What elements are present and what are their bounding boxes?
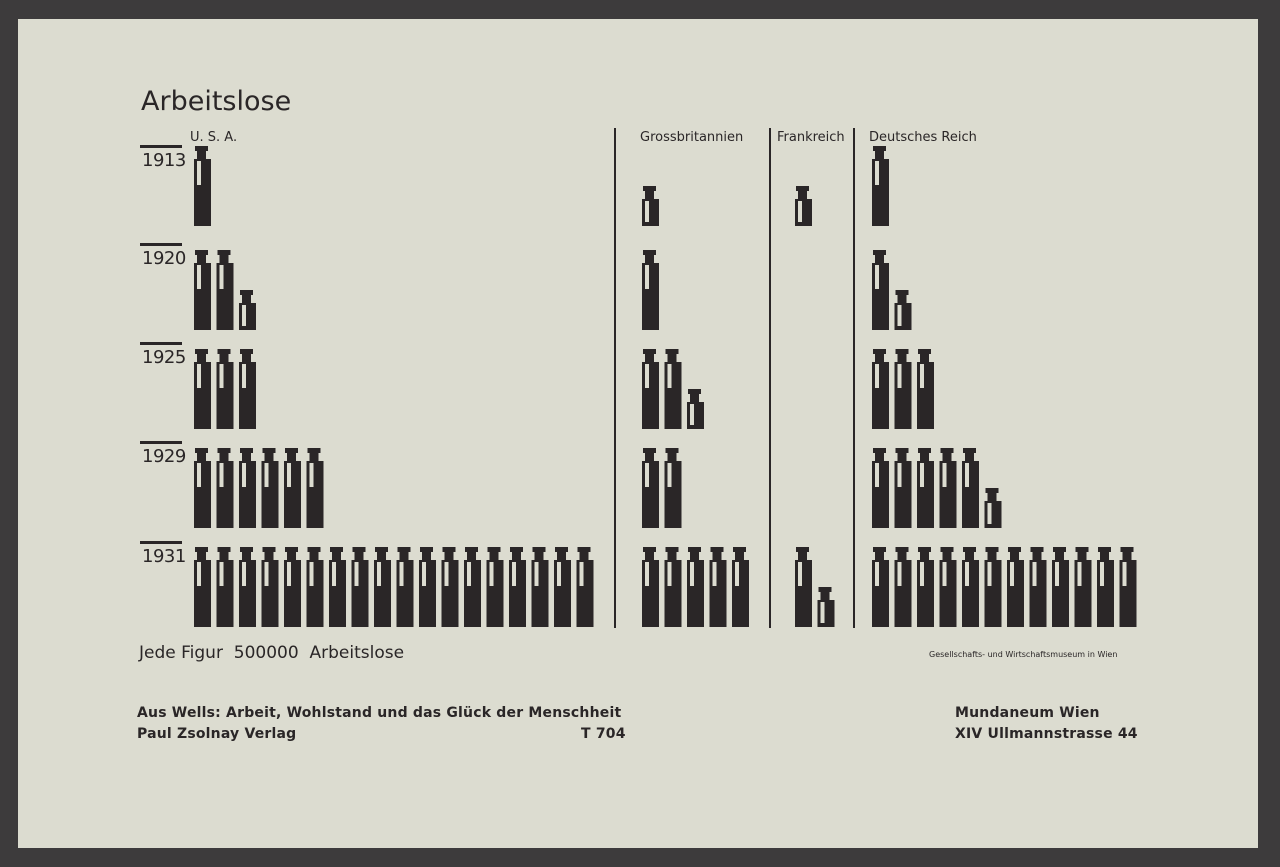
- figure-full: [194, 448, 211, 528]
- series-label-de: Deutsches Reich: [869, 130, 977, 145]
- figure-full: [917, 547, 934, 627]
- figure-full: [665, 547, 682, 627]
- figure-full: [194, 146, 211, 226]
- figure-full: [1097, 547, 1114, 627]
- figure-full: [307, 448, 324, 528]
- figure-half: [239, 290, 256, 330]
- figure-full: [917, 349, 934, 429]
- figure-full: [795, 547, 812, 627]
- legend-suffix: Arbeitslose: [309, 643, 405, 663]
- figure-full: [194, 547, 211, 627]
- organization: Mundaneum Wien: [955, 705, 1100, 721]
- figure-full: [642, 250, 659, 330]
- figure-full: [262, 448, 279, 528]
- figure-full: [239, 547, 256, 627]
- figure-full: [962, 547, 979, 627]
- figure-full: [487, 547, 504, 627]
- figure-half: [642, 186, 659, 226]
- figure-full: [940, 547, 957, 627]
- series-label-fr: Frankreich: [777, 130, 845, 145]
- chart-card: Arbeitslose U. S. A. Grossbritannien Frankreich Deutsches Reich 1913 1920 1925 1929 1931 Jede Figur 500000 Arbeitslose Gesellschafts- und Wirtschaftsmuseum in Wien Aus Wells: Arbeit, Wohlstand und das Glück der Menschheit Paul Zsolnay Verlag T 704 Mundaneum Wien XIV Ullmannstrasse 44: [18, 19, 1258, 848]
- figure-full: [687, 547, 704, 627]
- figure-full: [239, 448, 256, 528]
- figure-full: [352, 547, 369, 627]
- figure-full: [1120, 547, 1137, 627]
- source-line: Aus Wells: Arbeit, Wohlstand und das Glück der Menschheit: [137, 705, 622, 721]
- chart-title: Arbeitslose: [141, 86, 292, 117]
- museum-credit: Gesellschafts- und Wirtschaftsmuseum in Wien: [929, 650, 1118, 659]
- unit-legend: [139, 643, 404, 663]
- figure-full: [642, 547, 659, 627]
- figure-full: [872, 448, 889, 528]
- figure-full: [419, 547, 436, 627]
- figure-full: [665, 349, 682, 429]
- series-label-gb: Grossbritannien: [640, 130, 744, 145]
- series-label-usa: U. S. A.: [190, 130, 238, 145]
- figure-full: [872, 547, 889, 627]
- figure-full: [442, 547, 459, 627]
- figure-half: [795, 186, 812, 226]
- figure-full: [329, 547, 346, 627]
- figure-full: [642, 448, 659, 528]
- figure-full: [554, 547, 571, 627]
- figure-full: [397, 547, 414, 627]
- figure-full: [239, 349, 256, 429]
- figure-full: [509, 547, 526, 627]
- pictogram-plot: [18, 19, 1258, 848]
- figure-full: [872, 146, 889, 226]
- figure-full: [872, 349, 889, 429]
- figure-half: [985, 488, 1002, 528]
- figure-full: [374, 547, 391, 627]
- figure-full: [307, 547, 324, 627]
- figure-full: [532, 547, 549, 627]
- figure-full: [577, 547, 594, 627]
- figure-full: [917, 448, 934, 528]
- catalog-code: T 704: [581, 726, 626, 742]
- figure-full: [962, 448, 979, 528]
- figure-full: [217, 547, 234, 627]
- figure-full: [217, 448, 234, 528]
- figure-full: [194, 250, 211, 330]
- figure-full: [895, 448, 912, 528]
- figure-full: [284, 448, 301, 528]
- figure-full: [217, 349, 234, 429]
- figure-full: [940, 448, 957, 528]
- figure-full: [1075, 547, 1092, 627]
- figure-full: [217, 250, 234, 330]
- figure-full: [284, 547, 301, 627]
- figure-full: [642, 349, 659, 429]
- address: XIV Ullmannstrasse 44: [955, 726, 1138, 742]
- figure-full: [872, 250, 889, 330]
- figure-full: [665, 448, 682, 528]
- figure-full: [194, 349, 211, 429]
- figure-full: [1007, 547, 1024, 627]
- figure-half: [687, 389, 704, 429]
- figure-full: [464, 547, 481, 627]
- figure-full: [895, 547, 912, 627]
- figure-full: [985, 547, 1002, 627]
- figure-full: [1052, 547, 1069, 627]
- figure-full: [710, 547, 727, 627]
- figure-full: [732, 547, 749, 627]
- figure-half: [818, 587, 835, 627]
- legend-value: 500000: [233, 643, 299, 663]
- legend-prefix: Jede Figur: [139, 643, 223, 663]
- figure-full: [1030, 547, 1047, 627]
- figure-full: [895, 349, 912, 429]
- figure-full: [262, 547, 279, 627]
- figure-half: [895, 290, 912, 330]
- publisher: Paul Zsolnay Verlag: [137, 726, 297, 742]
